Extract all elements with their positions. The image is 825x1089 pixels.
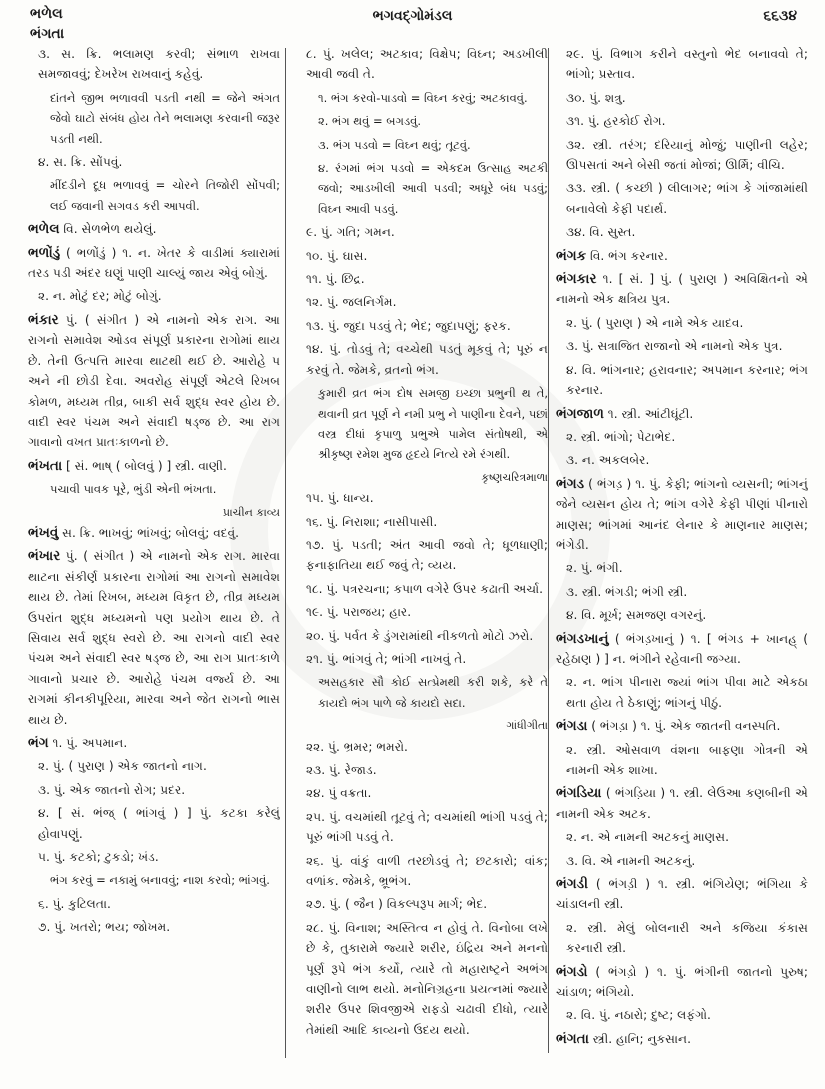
guide-word-bottom: ભંગતા xyxy=(30,26,65,42)
usage-example: કુમારી વ્રત ભંગ દોષ સમજી ઇચ્છા પ્રભુની થ તે, થવાની વ્રત પૂર્ણ ને નમી પ્રભુ ને પાણીના દેવને, પછાં વસ્ત્ર દીધાં કૃપાળુ પ્રભુએ પામેલ સંતોષથી, એ શ્રીકૃષ્ણ રમેશ મુજ હૃદયે નિત્યે રમે રંગથી. xyxy=(318,386,548,462)
sense-definition: ૨૬. પું. વાંકું વાળી તરછોડવું તે; છટકારો; વાંક; વળાંક. જેમકે, ભ્રૂભંગ. xyxy=(306,853,548,889)
definition-text: ( ભંગડ઼ી ) ૧. સ્ત્રી. ભંગિયેણ; ભંગિયા કે ચાંડાલની સ્ત્રી. xyxy=(556,877,808,912)
sense-definition: ૬. પું. કુટિલતા. xyxy=(38,896,111,911)
sense-definition: ૨૩. પું. રેજાડ. xyxy=(306,763,377,777)
sense-definition: ૨. પું. ( પુરાણ ) એ નામે એક યાદવ. xyxy=(566,315,744,330)
headword: ભળોંડું xyxy=(28,244,61,261)
sense-definition: ૧૧. પું. છિદ્ર. xyxy=(306,272,365,287)
citation-source: ગાંધીગીતા xyxy=(506,719,548,733)
sense-definition: ૧૫. પું. ધાન્ય. xyxy=(306,491,374,506)
headword: ભંગડખાનું xyxy=(556,630,609,647)
column-left xyxy=(28,44,280,1074)
guide-word-top: ભળેલ xyxy=(30,6,63,22)
sense-definition: ૨. પું. ભંગી. xyxy=(566,561,623,576)
sense-definition: ૨. ન. મોટું દર; મોટું બોગ઼ું. xyxy=(38,289,162,304)
sense-definition: ૨૫. પું. વચમાંથી તૂટવું તે; વચમાંથી ભાંગી પડવું તે; પૂરું ભાંગી પડવું તે. xyxy=(306,809,548,845)
definition-text: ૧. [ સં. ] પું. ( પુરાણ ) અવિક્ષિતનો એ નામનો એક ક્ષત્રિય પુત્ર. xyxy=(556,272,808,307)
usage-example: મીંદડીને દૂધ ભળાવવું = ચોરને તિજોરી સોંપવી; લઈ જવાની સગવડ કરી આપવી. xyxy=(50,178,280,213)
dictionary-entry xyxy=(28,310,280,453)
usage-example: ૪. રંગમાં ભંગ પડવો = એકદમ ઉત્સાહ અટકી જવો; આડખીલી આવી પડવી; અધૂરે બંધ પડવું; વિઘ્ન આવી પડવું. xyxy=(318,161,548,216)
headword: ભંખાર xyxy=(28,548,61,565)
sense-definition: ૩. પું. સત્રાજિત રાજાનો એ નામનો એક પુત્ર. xyxy=(566,339,783,354)
definition-text: ( ભંગડ઼ા ) ૧. પું. એક જાતની વનસ્પતિ. xyxy=(587,719,781,734)
dictionary-entry xyxy=(28,456,280,476)
headword: ભંગક xyxy=(556,247,587,264)
book-title: ભગવદ્ગોમંડલ xyxy=(372,8,453,24)
sense-definition: ૩. વિ. એ નામની અટકનું. xyxy=(566,853,696,868)
definition-text: વિ. ભંગ કરનાર. xyxy=(586,248,668,263)
sense-definition: ૨. વિ. પું. નઠારો; દુષ્ટ; લફંગો. xyxy=(566,1008,711,1023)
headword: ભંગડો xyxy=(556,963,588,980)
sense-definition: ૧૪. પું. તોડવું તે; વચ્ચેથી પડતું મૂકવું તે; પૂરું ન કરવું તે. જેમકે, વ્રતનો ભંગ. xyxy=(306,342,548,377)
definition-text: પું. ( સંગીત ) એ નામનો એક રાગ. આ રાગનો સમાવેશ ઓડવ સંપૂર્ણ પ્રકારના રાગોમાં થાય છે. તેની ઉત્પત્તિ મારવા થાટથી થઈ છે. આરોહે પ અને ની છોડી દેવા. અવરોહ સંપૂર્ણ એટલે રિખબ કોમળ, મધ્યમ તીવ્ર, બાકી સર્વ શુદ્ધ સ્વર હોય છે. વાદી સ્વર પંચમ અને સંવાદી ષડ્જ છે. આ રાગ ગાવાનો વખત પ્રાતઃકાળનો છે. xyxy=(28,312,280,450)
headword: ભંકાર xyxy=(28,311,59,328)
headword: ભંગજાળ xyxy=(556,405,604,422)
sense-definition: ૩. સ્ત્રી. ભંગડી; ભંગી સ્ત્રી. xyxy=(566,584,688,599)
sense-definition: ૩૪. વિ. સુસ્ત. xyxy=(566,225,636,240)
sense-definition: ૩૨. સ્ત્રી. તરંગ; દરિયાનું મોજું; પાણીની લહેર; ઊપસતાં અને બેસી જતાં મોજાં; ઊર્મિ; વીચિ. xyxy=(566,137,808,173)
usage-example: ૧. ભંગ કરવો-પાડવો = વિઘ્ન કરવું; અટકાવવું. xyxy=(318,90,528,105)
sense-definition: ૨૭. પું. ( જૈન ) વિકલ્પરૂપ માર્ગ; ભેદ. xyxy=(306,897,488,912)
sense-definition: ૪. વિ. ભાંગનાર; હરાવનાર; અપમાન કરનાર; ભંગ કરનાર. xyxy=(566,362,808,398)
dictionary-columns xyxy=(28,44,808,1074)
dictionary-entry xyxy=(556,404,808,424)
sense-definition: ૭. પું. ખતરો; ભય; જોખમ. xyxy=(38,920,171,935)
dictionary-entry xyxy=(556,474,808,556)
headword: ભંખવું xyxy=(28,524,59,541)
headword: ભંગડ xyxy=(556,475,585,492)
sense-definition: ૨૮. પું. વિનાશ; અસ્તિત્વ ન હોવું તે. વિનોબા લખે છે કે, તુકારામે જ્યારે શરીર, ઇંદ્રિય અને મનનો પૂર્ણ રૂપે ભંગ કર્યો, ત્યારે તો મહારાષ્ટ્રને અભંગ વાણીનો લાભ થયો. મનોનિગ્રહના પ્રયત્નમાં જ્યારે શરીર ઉપર શિવજીએ રાફડો ચઢાવી દીધો, ત્યારે તેમાંથી આદિ કાવ્યનો ઉદય થયો. xyxy=(306,920,548,1037)
sense-definition: ૨. સ્ત્રી. ઓસવાળ વંશના બાફણા ગોત્રની એ નામની એક શાખા. xyxy=(566,742,808,777)
sense-definition: ૧૦. પું. ઘાસ. xyxy=(306,248,368,263)
citation-source: પ્રાચીન કાવ્ય xyxy=(222,505,280,519)
sense-definition: ૪. વિ. મૂર્ખ; સમજણ વગરનું. xyxy=(566,608,707,623)
sense-definition: ૨. પું. ( પુરાણ ) એક જાતનો નાગ. xyxy=(38,759,207,774)
dictionary-entry xyxy=(556,1029,808,1049)
usage-example: ૨. ભંગ થવું = બગડવું. xyxy=(318,114,422,129)
citation-source: કૃષ્ણચરિત્રમાળા xyxy=(481,470,548,484)
column-divider xyxy=(285,48,286,1058)
sense-definition: ૨૯. પું. વિભાગ કરીને વસ્તુનો ભેદ બનાવવો તે; ભાંગો; પ્રસ્તાવ. xyxy=(566,47,808,82)
sense-definition: ૪. [ સં. ભંજ્ ( ભાંગવું ) ] પું. કટકા કરેલું હોવાપણું. xyxy=(38,806,280,841)
sense-definition: ૧૨. પું. જલનિર્ગમ. xyxy=(306,295,397,310)
sense-definition: ૧૩. પું. જુદા પડવું તે; ભેદ; જુદાપણું; ફરક. xyxy=(306,318,511,333)
page-header xyxy=(0,0,825,44)
definition-text: વિ. સેળભેળ થયેલું. xyxy=(59,222,157,237)
dictionary-entry xyxy=(28,546,280,730)
sense-definition: ૩. સ. ક્રિ. ભલામણ કરવી; સંભાળ રાખવા સમજાવવું; દેખરેખ રાખવાનું કહેવું. xyxy=(38,47,280,82)
headword: ભંગકાર xyxy=(556,271,597,288)
dictionary-entry xyxy=(28,733,280,753)
sense-definition: ૪. સ. ક્રિ. સોંપવું. xyxy=(38,155,123,170)
column-middle xyxy=(290,44,548,1074)
usage-example: પચાવી પાવક પૂરે, ભુંડી એની ભંખતા. xyxy=(50,482,217,497)
definition-text: સ્ત્રી. હાનિ; નુકસાન. xyxy=(588,1031,691,1046)
headword: ભંખતા xyxy=(28,457,63,474)
sense-definition: ૨૧. પું. ભાંગવું તે; ભાંગી નાખવું તે. xyxy=(306,651,467,666)
definition-text: સ. ક્રિ. ભાખવું; ભાંખવું; બોલવું; વદવું. xyxy=(58,525,240,540)
dictionary-entry xyxy=(556,874,808,915)
dictionary-entry xyxy=(28,219,280,239)
dictionary-entry xyxy=(556,629,808,670)
definition-text: ( ભંગડ઼ ) ૧. પું. કેફી; ભાંગનો વ્યસની; ભાંગનું જેને વ્યસન હોય તે; ભાંગ વગેરે કેફી પીણાં પીનારો માણસ; ભાંગમાં આનંદ લેનાર કે માણનાર માણસ; ભંગેડી. xyxy=(556,476,808,552)
sense-definition: ૧૮. પું. પત્રરચના; કપાળ વગેરે ઉપર કઢાતી અર્ચા. xyxy=(306,581,543,596)
dictionary-entry xyxy=(556,783,808,824)
sense-definition: ૮. પું. ખલેલ; અટકાવ; વિક્ષેપ; વિઘ્ન; અડખીલી આવી જવી તે. xyxy=(306,47,548,82)
headword: ભંગતા xyxy=(556,1030,589,1047)
sense-definition: ૨૨. પું. ભ્રમર; ભમરો. xyxy=(306,739,408,754)
dictionary-entry xyxy=(28,243,280,284)
definition-text: પું. ( સંગીત ) એ નામનો એક રાગ. મારવા થાટના સંકીર્ણ પ્રકારના રાગોમાં આ રાગનો સમાવેશ થાય છે. તેમાં રિખબ, મધ્યમ વિકૃત છે, તીવ્ર મધ્યમ ઉપરાંત શુદ્ધ મધ્યમનો પણ પ્રયોગ થાય છે. તે સિવાય સર્વ શુદ્ધ સ્વરો છે. આ રાગનો વાદી સ્વર પંચમ અને સંવાદી સ્વર ષડ્જ છે, આ રાગ પ્રાતઃકાળે ગાવાનો પ્રચાર છે. આરોહે પંચમ વર્જ્ય છે. આ રાગમાં કીનકીપૂરિયા, મારવા અને જેત રાગનો ભાસ થાય છે. xyxy=(28,549,280,727)
dictionary-entry xyxy=(556,962,808,1003)
sense-definition: ૫. પું. કટકો; ટુકડો; ખંડ. xyxy=(38,850,159,865)
sense-definition: ૨૦. પું. પર્વત કે ડુંગરામાંથી નીકળતો મોટો ઝરો. xyxy=(306,628,534,643)
sense-definition: ૩. ન. અકલબેર. xyxy=(566,453,650,468)
sense-definition: ૩૦. પું. શત્રુ. xyxy=(566,90,626,105)
sense-definition: ૩૩. સ્ત્રી. ( કચ્છી ) લીલાગર; ભાંગ કે ગાંજામાંથી બનાવેલો કેફી પદાર્થ. xyxy=(566,181,808,216)
definition-text: ( ભંગડ઼િયા ) ૧. સ્ત્રી. લેઉઆ કણબીની એ નામની એક અટક. xyxy=(556,786,808,821)
sense-definition: ૨. ન. એ નામની અટકનું માણસ. xyxy=(566,830,730,845)
definition-text: ( ભળોંડું ) ૧. ન. ખેતર કે વાડીમાં ક્યારામાં તરડ પડી અંદર ઘણું પાણી ચાલ્યું જાય એવું બોગ઼ું. xyxy=(28,245,280,281)
headword: ભંગડિયા xyxy=(556,785,602,802)
column-right xyxy=(556,44,808,1074)
sense-definition: ૨. સ્ત્રી. મેલું બોલનારી અને કજિયા કંકાસ કરનારી સ્ત્રી. xyxy=(566,920,808,956)
headword: ભંગડી xyxy=(556,876,588,893)
definition-text: ૧. પું. અપમાન. xyxy=(48,736,128,750)
column-divider xyxy=(548,48,549,1053)
definition-text: ૧. સ્ત્રી. આંટીઘૂંટી. xyxy=(603,406,694,421)
headword: ભંગ xyxy=(28,735,49,751)
definition-text: ( ભંગડ઼ખાનું ) ૧. [ ભંગડ + ખાનહ્ ( રહેઠાણ ) ] ન. ભંગીને રહેવાની જગ્યા. xyxy=(556,631,808,666)
headword: ભંગડા xyxy=(556,718,588,735)
sense-definition: ૨. સ્ત્રી. ભાંગો; પેટાભેદ. xyxy=(566,429,676,444)
headword: ભળેલ xyxy=(28,221,60,238)
definition-text: ( ભંગડ઼ો ) ૧. પું. ભંગીની જાતનો પુરુષ; ચાંડાળ; ભંગિયો. xyxy=(556,964,808,1000)
usage-example: દાંતને જીભ ભળાવવી પડતી નથી = જેને અંગત જેવો ઘાટો સંબંધ હોય તેને ભલામણ કરવાની જરૂર પડતી નથી. xyxy=(50,90,280,146)
sense-definition: ૩. પું. એક જાતનો રોગ; પ્રદર. xyxy=(38,782,186,797)
usage-example: ૩. ભંગ પડવો = વિઘ્ન થવું; તૂટવું. xyxy=(318,137,471,152)
dictionary-entry xyxy=(556,716,808,736)
sense-definition: ૯. પું. ગતિ; ગમન. xyxy=(306,225,395,240)
sense-definition: ૧૬. પું. નિરાશા; નાસીપાસી. xyxy=(306,514,438,529)
sense-definition: ૧૯. પું. પરાજય; હાર. xyxy=(306,605,412,620)
dictionary-entry xyxy=(556,269,808,310)
sense-definition: ૨. ન. ભાંગ પીનારા જ્યાં ભાંગ પીવા માટે એકઠા થતા હોય તે ઠેકાણું; ભાંગનું પીઠું. xyxy=(566,675,808,710)
page-number: ૬૬૩૪ xyxy=(763,8,797,24)
definition-text: [ સં. ભાષ્ ( બોલવું ) ] સ્ત્રી. વાણી. xyxy=(62,458,227,473)
sense-definition: ૧૭. પું. પડતી; અંત આવી જવો તે; ધૂળધાણી; ફનાફાતિયા થઈ જવું તે; વ્યય. xyxy=(306,537,548,573)
sense-definition: ૩૧. પું. હરકોઈ રોગ. xyxy=(566,114,666,129)
usage-example: ભંગ કરવું = નકામું બનાવવું; નાશ કરવો; ભાંગવું. xyxy=(50,873,270,888)
usage-example: અસહકાર સૌ કોઈ સત્પ્રેમથી કરી શકે, કરે તે કાયદો ભંગ પાળે જે કાયદો સદા. xyxy=(318,675,548,710)
dictionary-entry xyxy=(28,523,280,543)
sense-definition: ૨૪. પું વક્રતા. xyxy=(306,786,372,801)
dictionary-entry xyxy=(556,246,808,266)
